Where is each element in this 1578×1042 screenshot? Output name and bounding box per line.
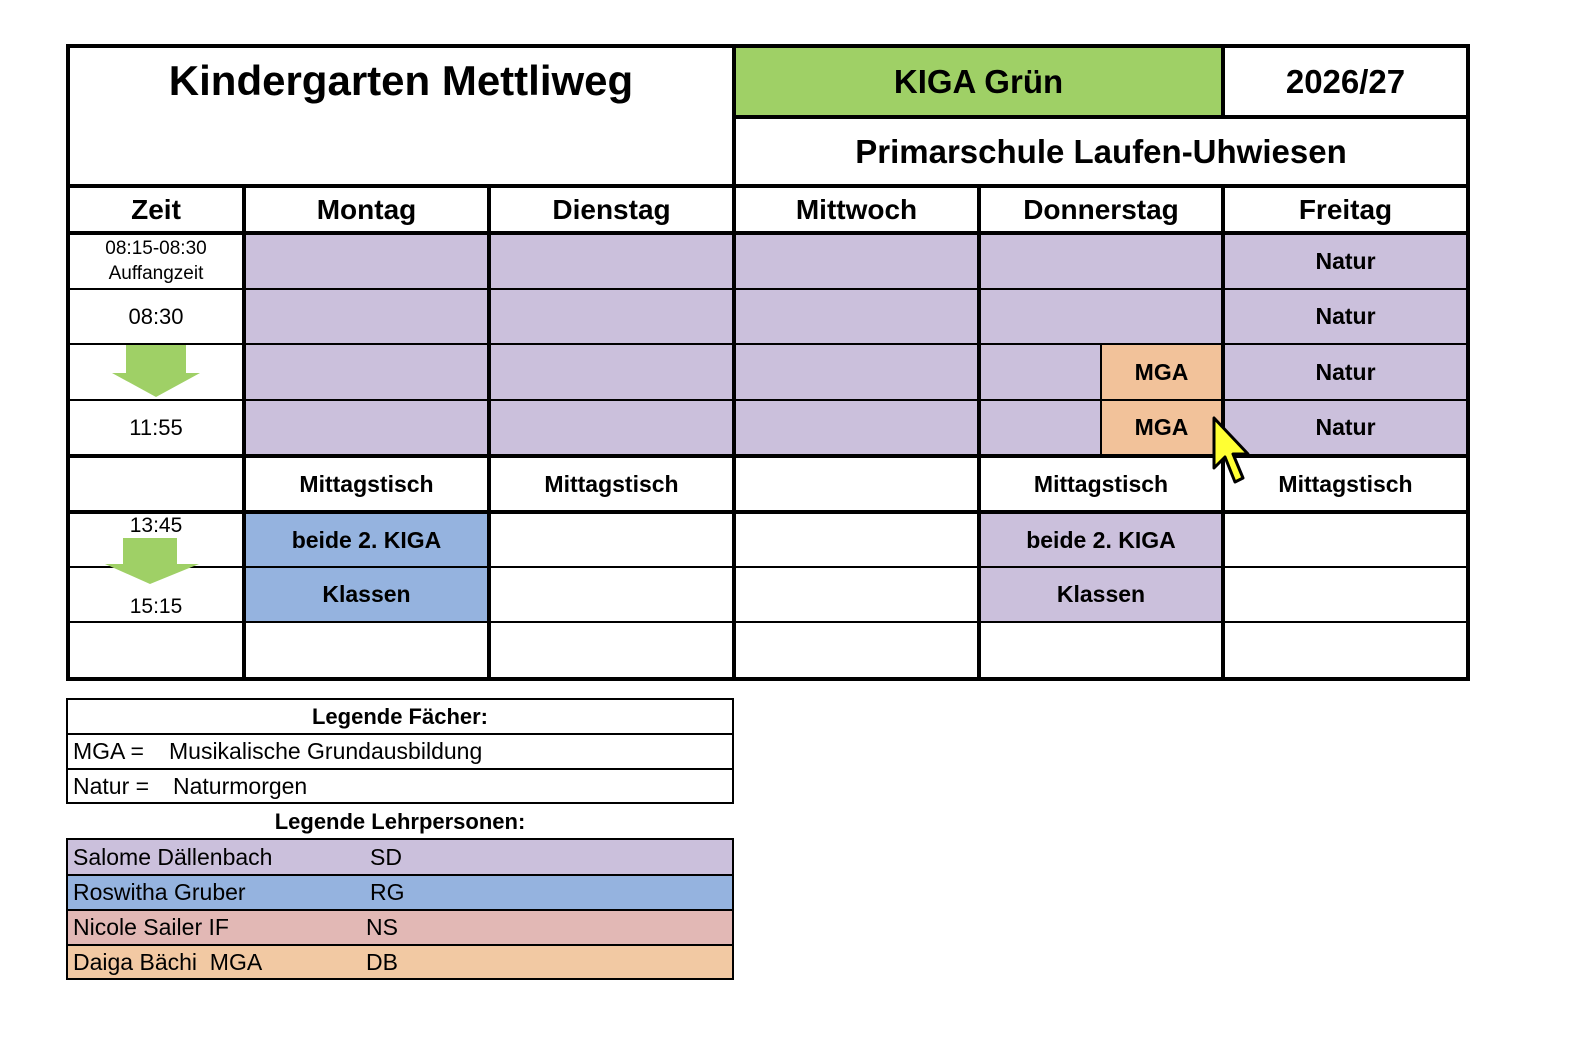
legend-teacher-name: Nicole Sailer IF — [73, 914, 229, 940]
time-cell-sub: Auffangzeit — [108, 263, 204, 284]
legend-teacher-row — [67, 911, 734, 944]
mouse-cursor-icon — [1208, 412, 1254, 492]
school-unit: Primarschule Laufen-Uhwiesen — [855, 132, 1347, 170]
legend-subject-row — [67, 770, 734, 803]
column-header-friday: Freitag — [1298, 193, 1393, 225]
legend-teacher-name: Salome Dällenbach — [73, 843, 273, 870]
legend-teacher-code: SD — [370, 843, 402, 870]
legend-teachers-title: Legende Lehrpersonen: — [274, 808, 526, 834]
legend-teacher-name: Daiga Bächi MGA — [73, 948, 263, 975]
school-name: Kindergarten Mettliweg — [168, 57, 634, 104]
time-cell: 15:15 — [129, 595, 183, 618]
column-header-monday: Montag — [316, 193, 417, 225]
schedule-cell-friday: Natur — [1315, 414, 1376, 440]
time-cell: 11:55 — [129, 414, 183, 440]
legend-subjects-title: Legende Fächer: — [311, 703, 489, 729]
time-cell: 08:15-08:30 — [105, 238, 207, 259]
school-year: 2026/27 — [1285, 62, 1406, 100]
down-arrow-icon — [110, 345, 202, 397]
legend-teacher-row — [67, 876, 734, 909]
legend-subject-row — [67, 735, 734, 768]
down-arrow-icon — [103, 538, 203, 584]
schedule-cell-friday: Natur — [1315, 303, 1376, 329]
legend-subject-code: MGA = — [73, 738, 144, 764]
legend-teacher-code: RG — [370, 879, 405, 905]
schedule-cell-thursday: Klassen — [1056, 581, 1146, 607]
schedule-cell-monday: Klassen — [322, 581, 411, 607]
column-header-wednesday: Mittwoch — [795, 193, 918, 225]
schedule-cell-friday: Natur — [1315, 248, 1376, 274]
legend-subject-name: Musikalische Grundausbildung — [169, 738, 483, 764]
column-header-thursday: Donnerstag — [1023, 193, 1179, 225]
legend-teacher-row — [67, 840, 734, 874]
legend-teacher-code: DB — [366, 948, 398, 975]
time-cell: 13:45 — [129, 514, 183, 537]
class-name: KIGA Grün — [893, 62, 1064, 100]
column-header-tuesday: Dienstag — [552, 193, 671, 225]
schedule-cell-monday: Mittagstisch — [299, 470, 434, 497]
schedule-cell-thursday: beide 2. KIGA — [1026, 526, 1176, 553]
legend-teacher-row — [67, 946, 734, 978]
legend-subject-code: Natur = — [73, 773, 150, 799]
schedule-cell-monday: beide 2. KIGA — [291, 526, 442, 553]
schedule-cell-thursday: MGA — [1134, 358, 1189, 385]
column-header-time: Zeit — [131, 193, 181, 225]
schedule-cell-tuesday: Mittagstisch — [544, 470, 679, 497]
schedule-cell-thursday: MGA — [1134, 414, 1189, 440]
legend-teacher-code: NS — [366, 914, 398, 940]
legend-subject-name: Naturmorgen — [173, 773, 308, 799]
schedule-cell-friday: Natur — [1315, 358, 1376, 385]
time-cell: 08:30 — [128, 303, 184, 329]
schedule-cell-thursday: Mittagstisch — [1033, 470, 1169, 497]
schedule-cell-friday: Mittagstisch — [1278, 470, 1413, 497]
legend-teacher-name: Roswitha Gruber — [73, 879, 246, 905]
